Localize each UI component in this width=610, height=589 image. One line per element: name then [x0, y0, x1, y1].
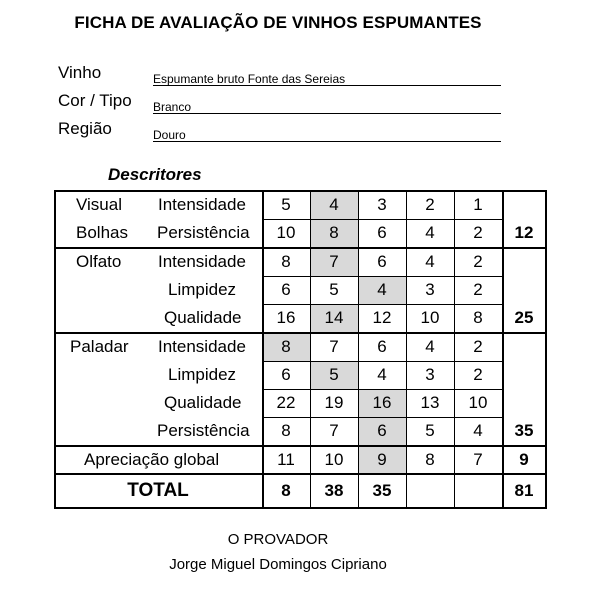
column-line — [406, 191, 407, 508]
score-cell: 11 — [277, 449, 295, 469]
row-line — [262, 361, 502, 362]
score-cell: 16 — [372, 393, 392, 413]
score-cell: 2 — [473, 279, 483, 299]
footer-title: O PROVADOR — [227, 531, 329, 548]
score-cell: 4 — [377, 364, 387, 384]
row-descriptor-label: Limpidez — [168, 279, 237, 299]
page-title: FICHA DE AVALIAÇÃO DE VINHOS ESPUMANTES — [74, 13, 482, 32]
score-cell: 10 — [324, 449, 344, 469]
total-cell: 8 — [281, 481, 291, 500]
score-cell: 8 — [473, 308, 483, 328]
score-cell: 6 — [281, 279, 291, 299]
score-cell: 8 — [281, 336, 291, 356]
score-cell: 6 — [377, 223, 387, 243]
info-value-regiao: Douro — [153, 122, 501, 142]
column-line — [262, 191, 264, 508]
section-separator — [54, 332, 502, 334]
score-cell: 6 — [377, 251, 387, 271]
total-label: TOTAL — [127, 480, 189, 501]
footer-name: Jorge Miguel Domingos Cipriano — [169, 556, 387, 573]
score-cell: 3 — [425, 279, 435, 299]
score-cell: 7 — [329, 336, 339, 356]
row-line — [262, 389, 502, 390]
row-descriptor-label: Persistência — [157, 223, 250, 243]
column-line — [454, 191, 455, 508]
score-cell: 2 — [425, 195, 435, 214]
row-line — [262, 276, 502, 277]
grand-total: 81 — [514, 481, 534, 500]
global-total: 9 — [519, 449, 529, 469]
row-line — [262, 304, 502, 305]
section-total: 12 — [514, 223, 534, 243]
score-cell: 2 — [473, 251, 483, 271]
score-cell: 4 — [425, 251, 435, 271]
score-cell: 3 — [425, 364, 435, 384]
total-column-separator — [502, 332, 546, 334]
section-total: 35 — [514, 421, 534, 441]
total-column-separator — [502, 247, 546, 249]
section-total: 25 — [514, 308, 534, 328]
score-cell: 12 — [372, 308, 392, 328]
info-label-regiao: Região — [58, 119, 112, 138]
total-cell: 35 — [372, 481, 392, 500]
row-group-label: Olfato — [76, 251, 122, 271]
score-cell: 7 — [329, 421, 339, 441]
score-cell: 2 — [473, 364, 483, 384]
info-label-vinho: Vinho — [58, 63, 102, 82]
descritores-title: Descritores — [108, 165, 202, 184]
row-descriptor-label: Intensidade — [158, 251, 246, 271]
score-cell: 5 — [329, 279, 339, 299]
row-descriptor-label: Intensidade — [158, 336, 246, 356]
score-cell: 3 — [377, 195, 387, 214]
table-right-border — [545, 191, 547, 508]
score-cell: 8 — [425, 449, 435, 469]
section-separator — [54, 473, 547, 475]
score-cell: 14 — [324, 308, 344, 328]
table-left-border — [54, 191, 56, 508]
total-cell: 38 — [324, 481, 344, 500]
table-top-border — [54, 190, 547, 192]
row-line — [262, 219, 502, 220]
score-cell: 10 — [276, 223, 296, 243]
info-value-cor-tipo: Branco — [153, 94, 501, 114]
row-line — [262, 417, 502, 418]
info-label-cor-tipo: Cor / Tipo — [58, 91, 132, 110]
row-group-label: Bolhas — [76, 223, 128, 243]
score-cell: 5 — [281, 195, 291, 214]
score-cell: 1 — [473, 195, 483, 214]
score-cell: 2 — [473, 336, 483, 356]
score-cell: 10 — [420, 308, 440, 328]
table-bottom-border — [54, 507, 547, 509]
section-separator — [54, 247, 502, 249]
score-cell: 8 — [281, 251, 291, 271]
score-cell: 8 — [281, 421, 291, 441]
global-label: Apreciação global — [84, 449, 220, 469]
score-cell: 13 — [420, 393, 440, 413]
score-cell: 4 — [425, 336, 435, 356]
score-cell: 10 — [468, 393, 488, 413]
score-cell: 19 — [324, 393, 344, 413]
row-descriptor-label: Intensidade — [158, 195, 246, 214]
row-descriptor-label: Persistência — [157, 421, 250, 441]
row-descriptor-label: Qualidade — [164, 308, 242, 328]
section-separator — [54, 445, 502, 447]
row-descriptor-label: Qualidade — [164, 393, 242, 413]
column-line — [310, 191, 311, 508]
score-cell: 6 — [377, 336, 387, 356]
score-cell: 8 — [329, 223, 339, 243]
row-descriptor-label: Limpidez — [168, 364, 237, 384]
row-group-label: Paladar — [70, 336, 129, 356]
score-cell: 4 — [377, 279, 387, 299]
score-cell: 4 — [473, 421, 483, 441]
score-cell: 4 — [425, 223, 435, 243]
score-cell: 2 — [473, 223, 483, 243]
total-column-separator — [502, 445, 546, 447]
score-cell: 7 — [473, 449, 483, 469]
score-cell: 6 — [281, 364, 291, 384]
score-cell: 9 — [377, 449, 387, 469]
column-line — [502, 191, 504, 508]
score-cell: 7 — [329, 251, 339, 271]
column-line — [358, 191, 359, 508]
score-cell: 4 — [329, 195, 339, 214]
row-group-label: Visual — [76, 195, 122, 214]
score-cell: 5 — [329, 364, 339, 384]
score-cell: 6 — [377, 421, 387, 441]
score-cell: 16 — [276, 308, 296, 328]
info-value-vinho: Espumante bruto Fonte das Sereias — [153, 66, 501, 86]
score-cell: 22 — [276, 393, 296, 413]
score-cell: 5 — [425, 421, 435, 441]
